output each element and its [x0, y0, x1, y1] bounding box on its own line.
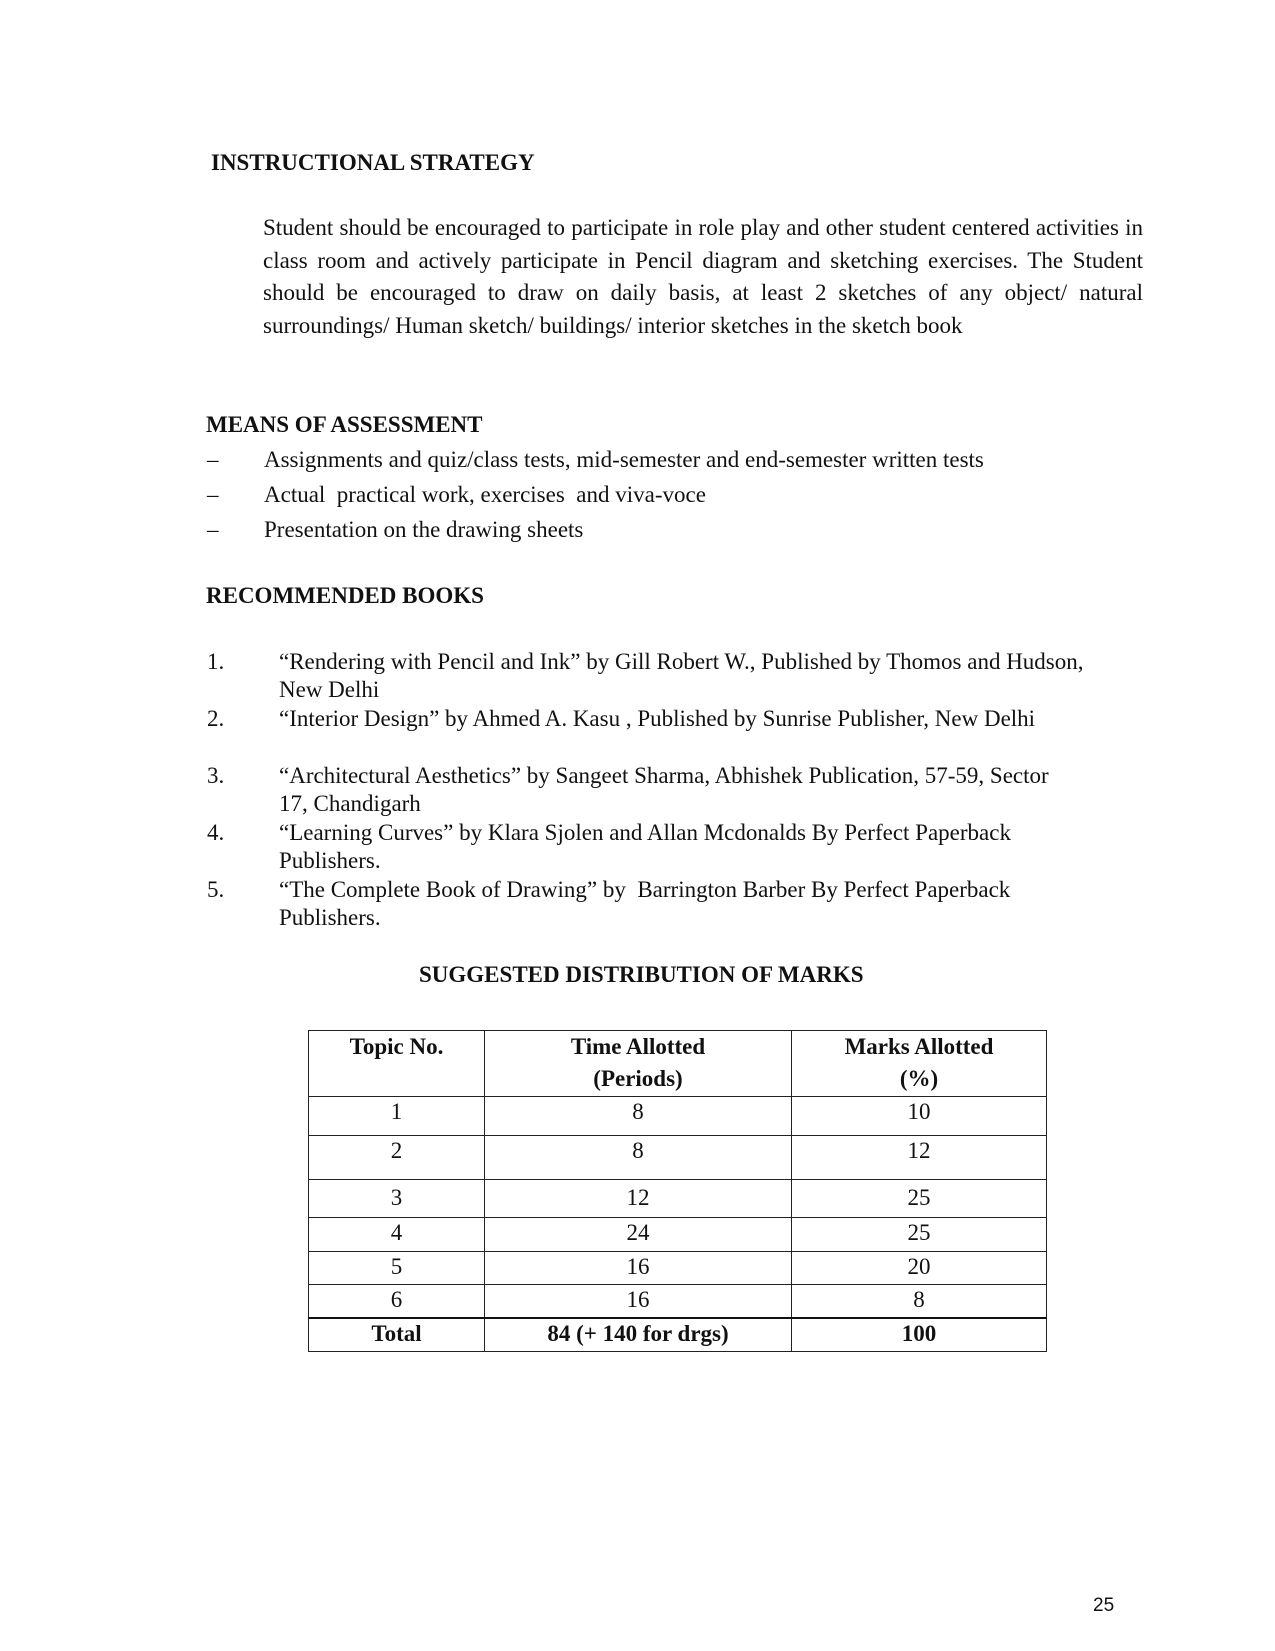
column-header-time — [485, 1031, 792, 1097]
assessment-item-text: Assignments and quiz/class tests, mid-semester and end-semester written tests — [264, 447, 984, 472]
topic-cell: 3 — [309, 1180, 485, 1218]
column-header-line: Time Allotted — [570, 1034, 706, 1059]
column-header-line: Topic No. — [349, 1034, 444, 1059]
marks-distribution-heading: SUGGESTED DISTRIBUTION OF MARKS — [419, 962, 864, 987]
marks-cell: 25 — [792, 1218, 1047, 1252]
topic-cell: 1 — [309, 1097, 485, 1136]
assessment-item-text: Presentation on the drawing sheets — [264, 517, 584, 542]
column-header-marks — [792, 1031, 1047, 1097]
time-cell: 8 — [485, 1136, 792, 1180]
total-row — [309, 1318, 1047, 1352]
table-row — [309, 1097, 1047, 1136]
marks-cell: 12 — [792, 1136, 1047, 1180]
book-list-item — [207, 876, 1107, 932]
book-number: 3. — [207, 763, 225, 788]
time-cell: 12 — [485, 1180, 792, 1218]
book-citation: “Rendering with Pencil and Ink” by Gill Robert W., Published by Thomos and Hudson, New Delhi — [279, 649, 1084, 702]
topic-cell: 5 — [309, 1252, 485, 1285]
means-of-assessment-heading: MEANS OF ASSESSMENT — [206, 412, 483, 437]
time-cell: 24 — [485, 1218, 792, 1252]
table-row — [309, 1285, 1047, 1318]
marks-cell: 20 — [792, 1252, 1047, 1285]
marks-cell: 8 — [792, 1285, 1047, 1318]
instructional-strategy-heading: INSTRUCTIONAL STRATEGY — [211, 150, 535, 175]
book-list-item — [207, 648, 1107, 704]
marks-cell: 25 — [792, 1180, 1047, 1218]
time-cell: 16 — [485, 1252, 792, 1285]
book-list-item — [207, 705, 1107, 733]
column-header-line: (%) — [899, 1066, 939, 1091]
marks-distribution-table — [308, 1030, 1047, 1352]
total-marks-cell: 100 — [792, 1318, 1047, 1352]
book-citation: “The Complete Book of Drawing” by Barrington Barber By Perfect Paperback Publishers. — [279, 877, 1017, 930]
table-row — [309, 1136, 1047, 1180]
column-header-line: Marks Allotted — [844, 1034, 994, 1059]
book-number: 5. — [207, 877, 225, 902]
book-number: 1. — [207, 649, 225, 674]
book-list-item — [207, 762, 1107, 818]
dash-bullet: – — [207, 517, 219, 542]
topic-cell: 2 — [309, 1136, 485, 1180]
table-row — [309, 1252, 1047, 1285]
total-label-cell: Total — [309, 1318, 485, 1352]
book-citation: “Architectural Aesthetics” by Sangeet Sharma, Abhishek Publication, 57-59, Sector 17, Chandigarh — [279, 763, 1049, 816]
marks-cell: 10 — [792, 1097, 1047, 1136]
table-row — [309, 1218, 1047, 1252]
topic-cell: 4 — [309, 1218, 485, 1252]
book-number: 4. — [207, 820, 225, 845]
dash-bullet: – — [207, 447, 219, 472]
dash-bullet: – — [207, 482, 219, 507]
time-cell: 16 — [485, 1285, 792, 1318]
book-citation: “Interior Design” by Ahmed A. Kasu , Published by Sunrise Publisher, New Delhi — [279, 706, 1036, 731]
recommended-books-heading: RECOMMENDED BOOKS — [206, 583, 484, 608]
book-citation: “Learning Curves” by Klara Sjolen and Allan Mcdonalds By Perfect Paperback Publishers. — [279, 820, 1011, 873]
time-cell: 8 — [485, 1097, 792, 1136]
instructional-strategy-paragraph: Student should be encouraged to participate in role play and other student centered activities in class room and actively participate in Pencil diagram and sketching exercises. The Student should be encouraged to draw on daily basis, at least 2 sketches of any object/ natural surroundings/ Human sketch/ buildings/ interior sketches in the sketch book — [263, 215, 1143, 338]
page-number: 25 — [1093, 1595, 1115, 1616]
topic-cell: 6 — [309, 1285, 485, 1318]
table-row — [309, 1180, 1047, 1218]
book-number: 2. — [207, 706, 225, 731]
table-header-row — [309, 1031, 1047, 1097]
column-header-topic — [309, 1031, 485, 1097]
book-list-item — [207, 819, 1107, 875]
assessment-item-text: Actual practical work, exercises and viva-voce — [264, 482, 706, 507]
column-header-line: (Periods) — [593, 1066, 683, 1091]
total-time-cell: 84 (+ 140 for drgs) — [485, 1318, 792, 1352]
